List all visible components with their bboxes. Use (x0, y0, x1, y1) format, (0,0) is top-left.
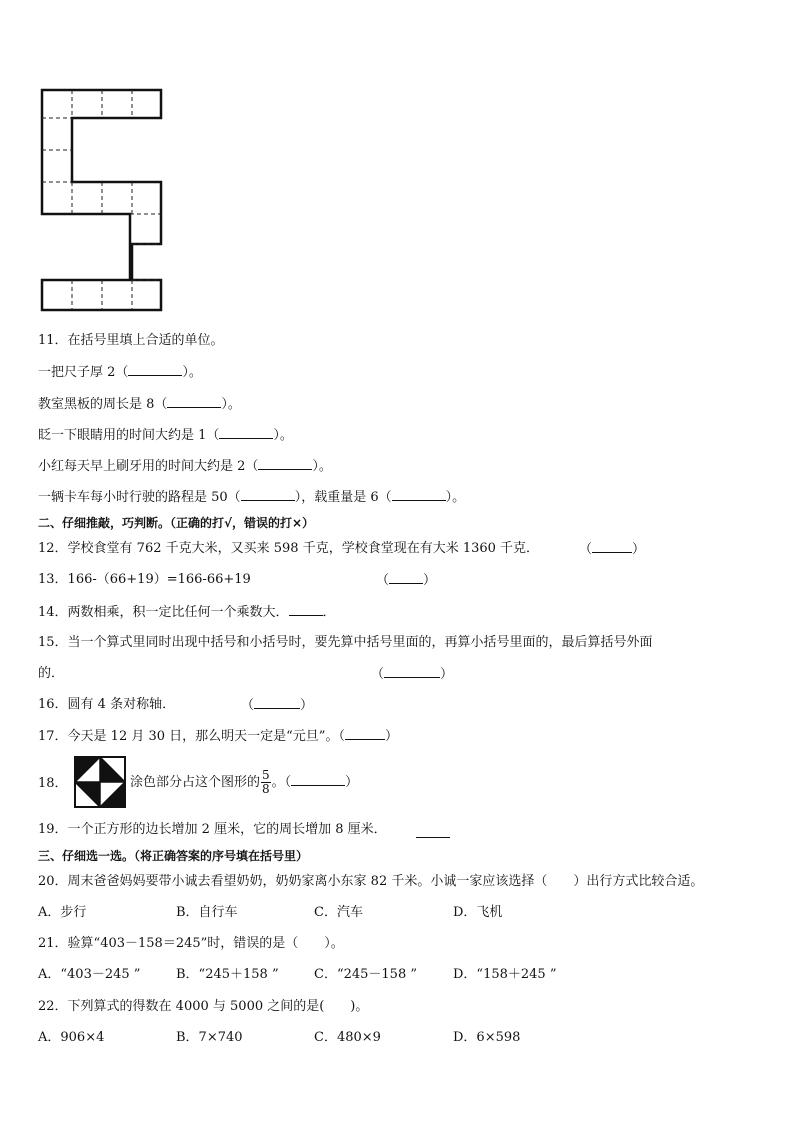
q11-d-text: 小红每天早上刷牙用的时间大约是 2（ (38, 459, 259, 474)
q14 (38, 603, 336, 622)
paren-close: ） (632, 542, 646, 557)
q11-c-text: 眨一下眼睛用的时间大约是 1（ (38, 428, 220, 443)
q14-period: ． (322, 605, 336, 620)
q11-c-close: ）。 (273, 428, 293, 443)
answer-blank[interactable] (289, 603, 323, 616)
q20: 20．周末爸爸妈妈要带小诚去看望奶奶，奶奶家离小东家 82 千米。小诚一家应该选择（ ）出行方式比较合适。 (38, 874, 704, 889)
q20-option-c[interactable]: C．汽车 (314, 905, 363, 920)
q11-e-close: ）。 (445, 490, 466, 505)
paren-open: （ (371, 667, 385, 682)
q11-item-d (38, 457, 332, 476)
q22-option-c[interactable]: C．480×9 (314, 1030, 381, 1045)
q12: 12．学校食堂有 762 千克大米，又买来 598 千克，学校食堂现在有大米 1360 千克． (38, 541, 540, 556)
q13: 13．166-（66+19）=166-66+19 (38, 572, 251, 587)
answer-blank[interactable] (291, 773, 345, 786)
paren-open: （ (376, 573, 390, 588)
q15-line1: 15．当一个算式里同时出现中括号和小括号时，要先算中括号里面的，再算小括号里面的，最后算括号外面 (38, 635, 653, 650)
q12-answer (579, 540, 645, 559)
q22: 22．下列算式的得数在 4000 与 5000 之间的是( )。 (38, 999, 369, 1014)
q20-option-a[interactable]: A．步行 (38, 905, 87, 920)
fraction-five-eighths (261, 769, 271, 796)
q11-item-b (38, 395, 241, 414)
q11-item-e (38, 488, 465, 507)
answer-blank[interactable] (345, 727, 385, 740)
q20-option-d[interactable]: D．飞机 (453, 905, 503, 920)
q11-a-text: 一把尺子厚 2（ (38, 365, 129, 380)
q11-a-close: ）。 (182, 365, 202, 380)
q22-option-b[interactable]: B．7×740 (176, 1030, 243, 1045)
paren-close: ） (384, 729, 398, 744)
q11-item-a (38, 363, 202, 382)
q13-answer (376, 571, 436, 590)
q18-number: 18． (38, 776, 68, 791)
paren-close: ） (345, 775, 359, 790)
q11-e-mid: ），载重量是 6（ (294, 490, 392, 505)
q21-option-a[interactable]: A．“403－245 ” (38, 967, 141, 982)
shaded-square-figure (74, 756, 126, 808)
q11-d-close: ）。 (312, 459, 332, 474)
q22-option-a[interactable]: A．906×4 (38, 1030, 105, 1045)
q11-b-close: ）。 (221, 397, 241, 412)
answer-blank[interactable] (254, 696, 300, 709)
q11-title: 11．在括号里填上合适的单位。 (38, 333, 224, 348)
paren-close: ） (440, 667, 454, 682)
answer-blank[interactable] (416, 825, 450, 838)
q17-text: 17．今天是 12 月 30 日，那么明天一定是“元旦”。（ (38, 729, 345, 744)
q16: 16．圆有 4 条对称轴． (38, 697, 176, 712)
q16-answer (241, 696, 313, 715)
q14-text: 14．两数相乘，积一定比任何一个乘数大． (38, 605, 289, 620)
q21-option-b[interactable]: B．“245＋158 ” (176, 967, 279, 982)
section-3-heading: 三、仔细选一选。（将正确答案的序号填在括号里） (38, 849, 309, 863)
answer-blank[interactable] (392, 488, 446, 501)
paren-close: ） (423, 573, 437, 588)
q21-option-c[interactable]: C．“245－158 ” (314, 967, 417, 982)
answer-blank[interactable] (384, 665, 440, 678)
s-shaped-grid-figure (40, 88, 164, 312)
q22-option-d[interactable]: D．6×598 (453, 1030, 521, 1045)
answer-blank[interactable] (258, 457, 312, 470)
answer-blank[interactable] (128, 363, 182, 376)
section-2-heading: 二、仔细推敲，巧判断。（正确的打√，错误的打×） (38, 516, 315, 530)
q19: 19．一个正方形的边长增加 2 厘米，它的周长增加 8 厘米． (38, 822, 387, 837)
q21-option-d[interactable]: D．“158＋245 ” (453, 967, 557, 982)
answer-blank[interactable] (219, 426, 273, 439)
paren-close: ） (300, 698, 314, 713)
q11-e-text: 一辆卡车每小时行驶的路程是 50（ (38, 490, 241, 505)
q17 (38, 727, 398, 746)
q20-option-b[interactable]: B．自行车 (176, 905, 238, 920)
paren-open: （ (241, 698, 255, 713)
fraction-denominator: 8 (262, 782, 270, 796)
answer-blank[interactable] (592, 540, 632, 553)
fraction-numerator: 5 (262, 768, 270, 782)
q15-line2: 的． (38, 666, 65, 681)
answer-blank[interactable] (389, 571, 423, 584)
q18-period: 。（ (271, 775, 292, 790)
q15-answer (371, 665, 453, 684)
q11-item-c (38, 426, 293, 445)
q18-question: 涂色部分占这个图形的 (130, 775, 261, 790)
q11-b-text: 教室黑板的周长是 8（ (38, 397, 168, 412)
q21: 21．验算“403－158＝245”时，错误的是（ ）。 (38, 936, 344, 951)
paren-open: （ (579, 542, 593, 557)
answer-blank[interactable] (241, 488, 295, 501)
q18-text (130, 766, 358, 800)
answer-blank[interactable] (167, 395, 221, 408)
